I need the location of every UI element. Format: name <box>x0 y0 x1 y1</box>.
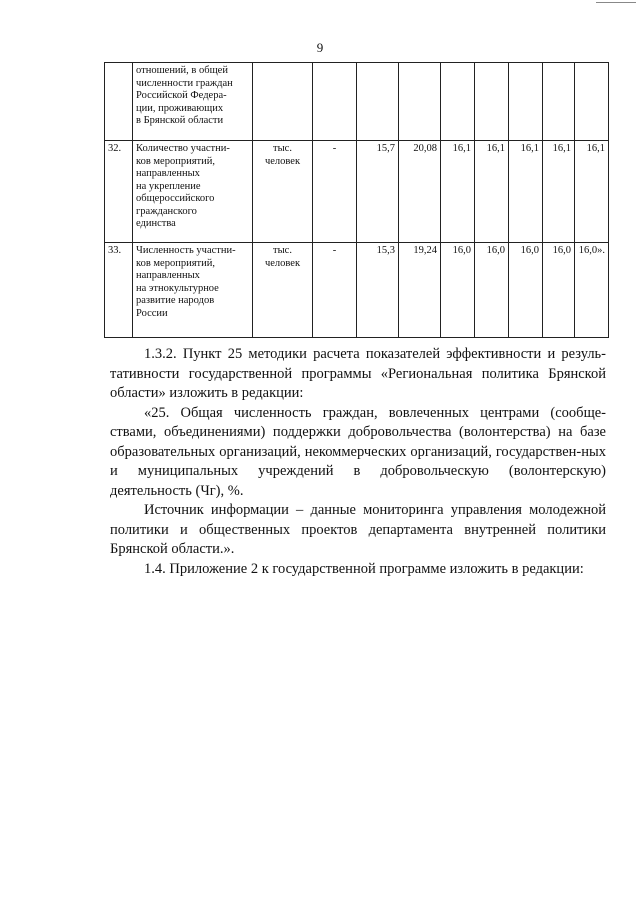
unit-line: тыс. <box>273 143 292 154</box>
name-line: Количество участни- <box>136 143 230 154</box>
value-cell <box>543 63 575 141</box>
value-cell: 16,0 <box>509 243 543 338</box>
unit-line: человек <box>264 155 301 167</box>
indicator-name <box>133 243 253 338</box>
value-cell <box>475 63 509 141</box>
name-line: отношений, в общей <box>136 65 228 76</box>
value-cell <box>441 63 475 141</box>
prev-value-cell: - <box>313 141 357 243</box>
name-line: ков мероприятий, <box>136 155 215 167</box>
row-index: 33. <box>105 243 133 338</box>
name-line: направленных <box>136 270 200 281</box>
name-line: направленных <box>136 168 200 179</box>
paragraph-1-4: 1.4. Приложение 2 к государственной программе изложить в редакции: <box>144 560 584 577</box>
prev-value-cell: - <box>313 243 357 338</box>
unit-line: человек <box>264 257 301 269</box>
indicator-name <box>133 141 253 243</box>
name-line: в Брянской области <box>136 115 224 126</box>
value-cell <box>399 63 441 141</box>
value-cell: 16,1 <box>509 141 543 243</box>
row-index <box>105 63 133 141</box>
value-cell: 16,0». <box>575 243 609 338</box>
value-cell: 16,1 <box>441 141 475 243</box>
prev-value-cell <box>313 63 357 141</box>
paragraph-source: Источник информации – данные мониторинга управления молодежной политики и общественных проектов департамента внутренней политики Брянской области.». <box>110 502 606 557</box>
page-number: 9 <box>316 40 324 55</box>
name-line: гражданского <box>136 205 197 217</box>
value-cell: 19,24 <box>399 243 441 338</box>
value-cell: 15,7 <box>357 141 399 243</box>
value-cell <box>575 63 609 141</box>
value-cell: 20,08 <box>399 141 441 243</box>
paragraph-quote-25: «25. Общая численность граждан, вовлеченных центрами (сообще-ствами, объединениями) поддержки добровольчества (волонтерства) на базе образовательных организаций, некоммерческих организаций, государствен-ных и муниципальных учреждений в добровольческую (волонтерскую) деятельность (Чг), %. <box>110 404 606 499</box>
value-cell <box>357 63 399 141</box>
value-cell: 16,1 <box>475 141 509 243</box>
name-line: на укрепление <box>136 180 201 192</box>
indicator-name <box>133 63 253 141</box>
paragraph-1-3-2: 1.3.2. Пункт 25 методики расчета показателей эффективности и резуль-тативности государственной программы «Региональная политика Брянской области» изложить в редакции: <box>110 346 606 401</box>
value-cell: 16,1 <box>543 141 575 243</box>
unit-line: тыс. <box>273 245 292 256</box>
name-line: Российской Федера- <box>136 90 227 101</box>
value-cell: 16,1 <box>575 141 609 243</box>
top-edge-mark <box>596 2 636 3</box>
document-body <box>110 345 606 579</box>
unit-cell <box>253 141 313 243</box>
row-index: 32. <box>105 141 133 243</box>
name-line: ков мероприятий, <box>136 257 215 269</box>
value-cell: 16,0 <box>543 243 575 338</box>
indicators-table <box>104 62 609 338</box>
value-cell <box>509 63 543 141</box>
name-line: единства <box>136 218 176 229</box>
name-line: на этнокультурное <box>136 282 219 294</box>
table-row <box>105 243 609 338</box>
name-line: общероссийского <box>136 193 215 204</box>
value-cell: 16,0 <box>475 243 509 338</box>
name-line: ции, проживающих <box>136 102 224 114</box>
name-line: России <box>136 307 168 319</box>
name-line: численности граждан <box>136 77 233 89</box>
unit-cell <box>253 63 313 141</box>
unit-cell <box>253 243 313 338</box>
value-cell: 16,0 <box>441 243 475 338</box>
name-line: развитие народов <box>136 295 215 306</box>
table-row <box>105 141 609 243</box>
name-line: Численность участни- <box>136 245 236 256</box>
value-cell: 15,3 <box>357 243 399 338</box>
table-row <box>105 63 609 141</box>
